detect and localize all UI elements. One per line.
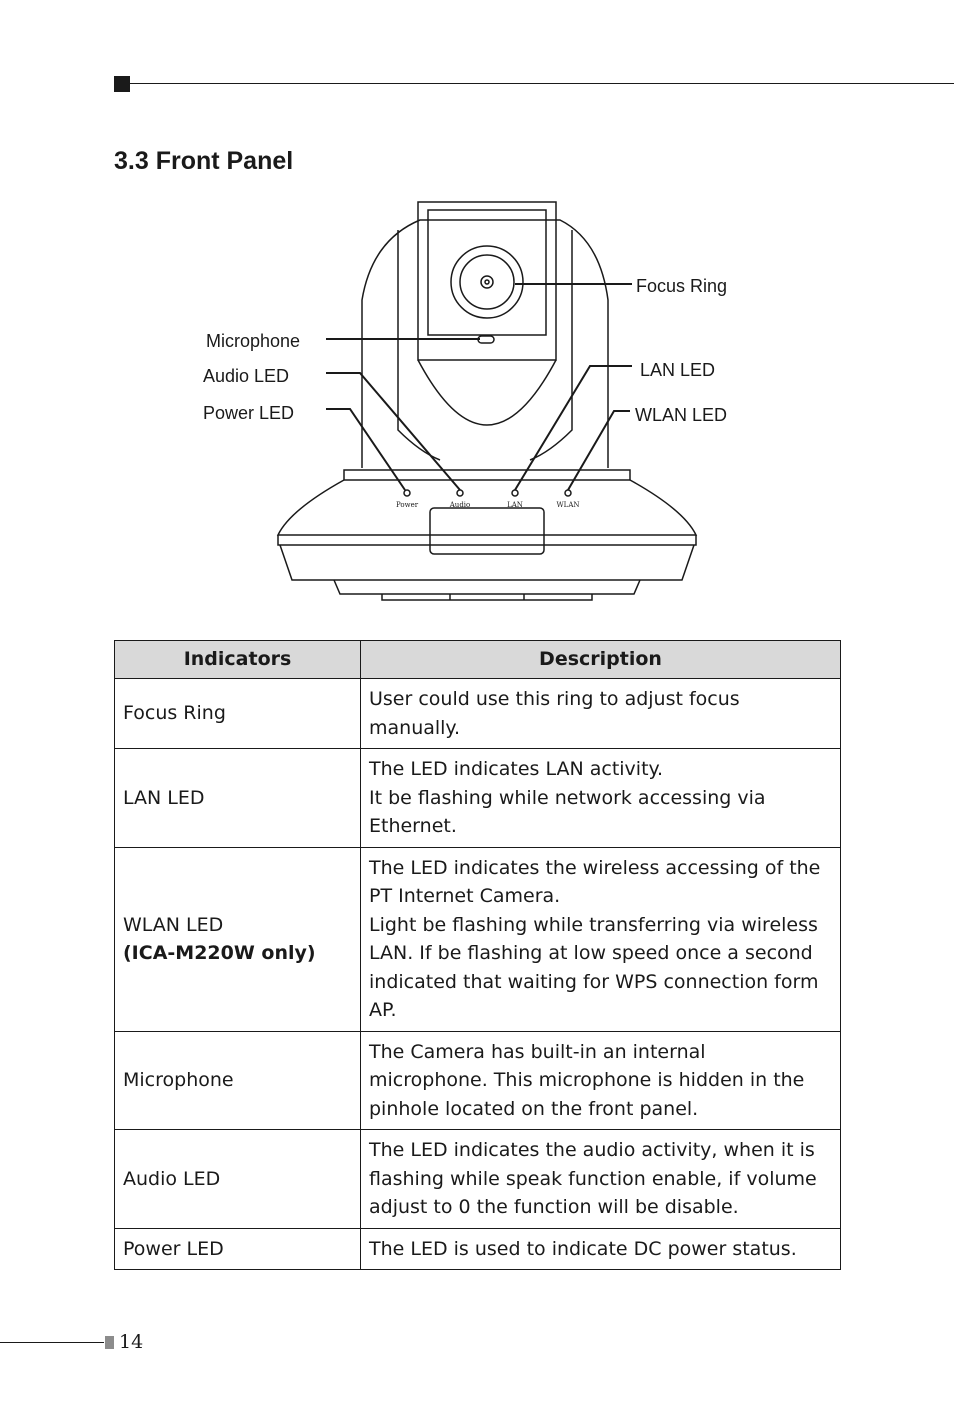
description-line: User could use this ring to adjust focus (369, 688, 740, 710)
lan-led (512, 490, 518, 496)
description-line: The LED indicates LAN activity. (369, 758, 664, 780)
section-title: 3.3 Front Panel (114, 147, 294, 175)
description-line: manually. (369, 716, 461, 739)
lan-led-label: LAN (507, 501, 523, 509)
description-cell (361, 1031, 841, 1130)
power-led-callout: Power LED (203, 403, 295, 423)
wlan-led-callout: WLAN LED (635, 405, 728, 425)
table-row (115, 749, 841, 848)
power-led (404, 490, 410, 496)
front-panel-diagram (0, 190, 954, 610)
description-cell (361, 847, 841, 1031)
footer-square-marker (105, 1336, 114, 1349)
description-line: The LED is used to indicate DC power status. (369, 1237, 797, 1260)
focus-ring (460, 255, 514, 309)
microphone-pinhole (478, 336, 494, 343)
table-row (115, 847, 841, 1031)
indicator-label: WLAN LED (123, 913, 224, 936)
header-rule (130, 83, 954, 84)
audio-led (457, 490, 463, 496)
lens-outer (451, 246, 523, 318)
base-badge (430, 508, 544, 554)
microphone-callout: Microphone (206, 331, 301, 351)
indicators-header: Indicators (115, 641, 361, 679)
indicators-table (114, 640, 841, 1270)
table-row (115, 1228, 841, 1270)
page-number: 14 (119, 1331, 144, 1353)
audio-led-label: Audio (449, 501, 471, 509)
table-row (115, 1130, 841, 1229)
description-line: The LED indicates the wireless accessing of the (369, 856, 821, 879)
description-cell (361, 1228, 841, 1270)
description-line: It be flashing while network accessing via (369, 786, 766, 809)
indicator-cell (115, 847, 361, 1031)
description-line: PT Internet Camera. (369, 885, 561, 907)
description-line: Light be flashing while transferring via wireless (369, 913, 818, 936)
table-row (115, 1031, 841, 1130)
audio-led-callout: Audio LED (203, 366, 290, 386)
wlan-led-leader (568, 411, 630, 490)
header-square-marker (114, 76, 130, 92)
description-line: flashing while speak function enable, if volume (369, 1167, 817, 1190)
description-cell (361, 679, 841, 749)
description-line: microphone. This microphone is hidden in the (369, 1069, 805, 1091)
indicator-cell: Microphone (115, 1031, 361, 1130)
indicator-cell: Audio LED (115, 1130, 361, 1229)
table-row (115, 679, 841, 749)
power-led-leader (326, 409, 405, 490)
description-cell (361, 749, 841, 848)
description-line: adjust to 0 the function will be disable. (369, 1196, 739, 1218)
table-header-row (115, 641, 841, 679)
lan-led-callout: LAN LED (640, 360, 716, 380)
description-line: AP. (369, 999, 397, 1021)
description-cell (361, 1130, 841, 1229)
description-line: LAN. If be flashing at low speed once a second (369, 942, 813, 964)
wlan-led (565, 490, 571, 496)
description-line: indicated that waiting for WPS connection form (369, 970, 819, 993)
lan-led-leader (515, 366, 632, 490)
description-line: The LED indicates the audio activity, when it is (369, 1139, 815, 1161)
wlan-led-label: WLAN (556, 501, 580, 509)
description-line: Ethernet. (369, 815, 457, 837)
description-header: Description (361, 641, 841, 679)
indicator-cell: LAN LED (115, 749, 361, 848)
indicator-cell: Power LED (115, 1228, 361, 1270)
indicator-cell: Focus Ring (115, 679, 361, 749)
power-led-label: Power (395, 501, 419, 509)
description-line: The Camera has built-in an internal (369, 1040, 706, 1063)
description-line: pinhole located on the front panel. (369, 1097, 699, 1120)
indicator-model-note: (ICA-M220W only) (123, 942, 316, 964)
footer-rule (0, 1342, 104, 1343)
focus-ring-callout: Focus Ring (636, 276, 728, 296)
